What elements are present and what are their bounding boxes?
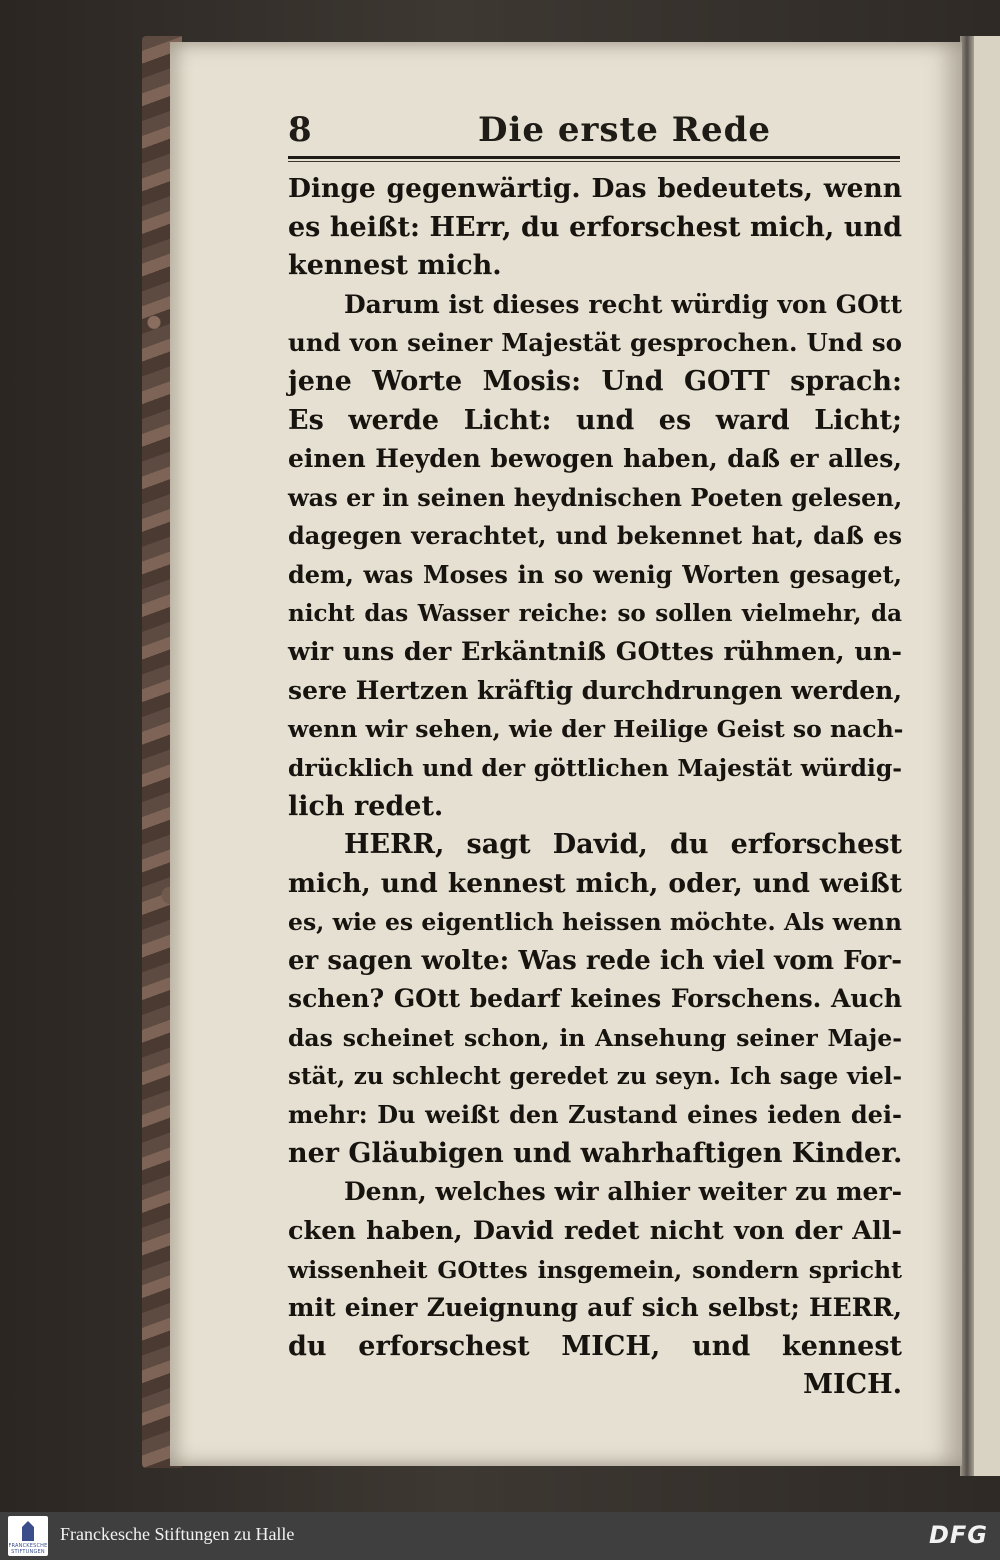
text-line: das scheinet schon, in Ansehung seiner Maje- (288, 1024, 902, 1053)
text-line: es heißt: HErr, du erforschest mich, und (288, 211, 902, 243)
text-line: es, wie es eigentlich heissen möchte. Als wenn (288, 908, 902, 937)
text-line: stät, zu schlecht geredet zu seyn. Ich sage viel- (288, 1062, 902, 1090)
page-number: 8 (288, 110, 312, 150)
text-line: lich redet. (288, 790, 444, 822)
footer-bar (0, 1512, 1000, 1560)
logo-text: FRANCKESCHE STIFTUNGEN (8, 1543, 48, 1555)
text-line: wir uns der Erkäntniß GOttes rühmen, un- (288, 637, 902, 668)
text-line: Darum ist dieses recht würdig von GOtt (344, 289, 902, 319)
text-line: dem, was Moses in so wenig Worten gesaget, (288, 559, 902, 589)
text-line: sere Hertzen kräftig durchdrungen werden, (288, 675, 903, 705)
text-line: schen? GOtt bedarf keines Forschens. Auch (288, 984, 902, 1014)
text-line: nicht das Wasser reiche: so sollen vielmehr, da (288, 599, 902, 627)
page-text (288, 170, 902, 1405)
text-line: mit einer Zueignung auf sich selbst; HERR, (288, 1293, 902, 1323)
text-line: Denn, welches wir alhier weiter zu mer- (344, 1177, 902, 1207)
running-title: Die erste Rede (478, 110, 772, 150)
text-line: einen Heyden bewogen haben, daß er alles, (288, 444, 902, 474)
text-line: jene Worte Mosis: Und GOTT sprach: (288, 365, 902, 397)
text-line: wenn wir sehen, wie der Heilige Geist so nach- (288, 715, 904, 744)
text-line: ner Gläubigen und wahrhaftigen Kinder. (288, 1137, 903, 1169)
book-gutter (960, 36, 974, 1476)
text-line: wissenheit GOttes insgemein, sondern spricht (288, 1255, 902, 1284)
building-icon (22, 1521, 34, 1541)
text-line: cken haben, David redet nicht von der All- (288, 1216, 902, 1247)
text-line: HERR, sagt David, du erforschest (344, 829, 902, 861)
text-line: dagegen verachtet, und bekennet hat, daß es (288, 521, 902, 551)
text-line: mich, und kennest mich, oder, und weißt (288, 867, 902, 899)
text-line: mehr: Du weißt den Zustand eines ieden dei- (288, 1100, 902, 1130)
text-line: Dinge gegenwärtig. Das bedeutets, wenn (288, 173, 902, 204)
institution-name[interactable]: Franckesche Stiftungen zu Halle (60, 1524, 295, 1544)
book-page (170, 42, 962, 1466)
catchword-line: MICH. (803, 1369, 902, 1401)
header-rule (288, 156, 900, 159)
text-line: kennest mich. (288, 250, 502, 282)
francke-logo[interactable] (8, 1516, 48, 1556)
dfg-logo[interactable]: DFG (928, 1521, 988, 1549)
page-header (288, 110, 898, 154)
text-line: drücklich und der göttlichen Majestät würdig- (288, 753, 902, 782)
text-line: du erforschest MICH, und kennest (288, 1330, 902, 1362)
text-line: er sagen wolte: Was rede ich viel vom For- (288, 945, 902, 976)
text-line: und von seiner Majestät gesprochen. Und so (288, 328, 902, 358)
text-line: Es werde Licht: und es ward Licht; (288, 404, 902, 436)
text-line: was er in seinen heydnischen Poeten gelesen, (288, 482, 903, 512)
